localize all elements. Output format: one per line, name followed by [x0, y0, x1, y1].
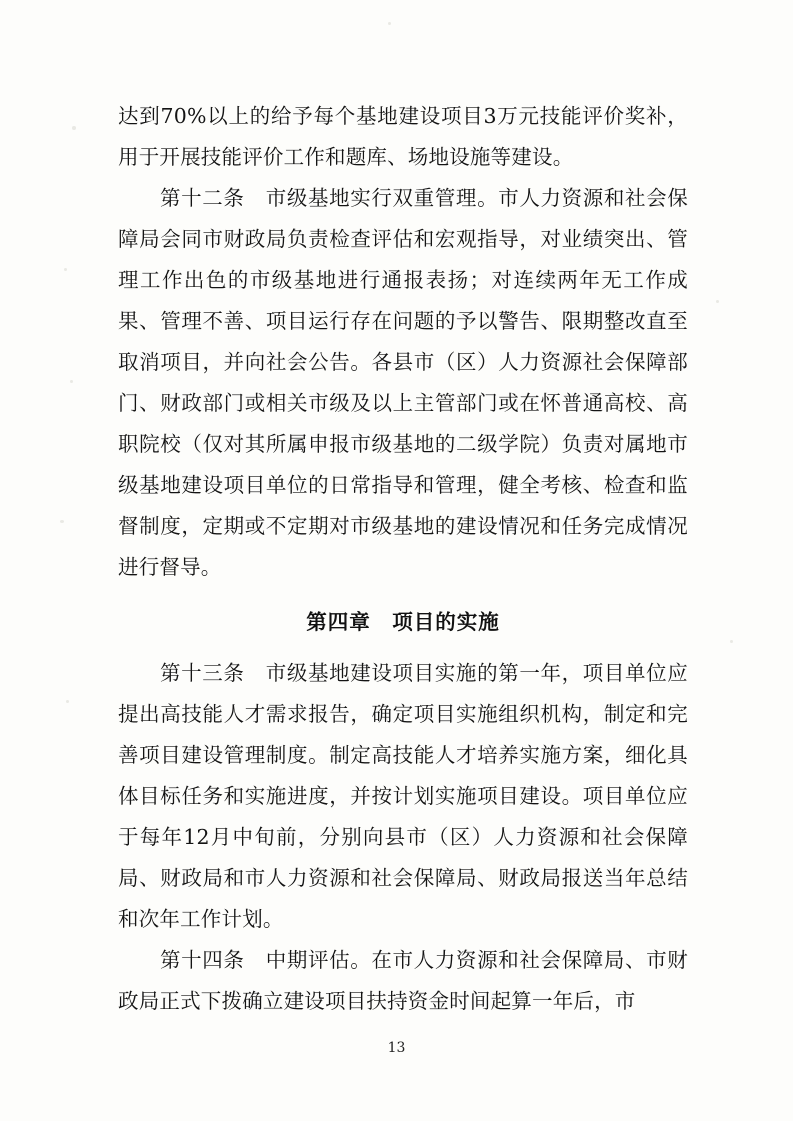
scan-artifact	[64, 268, 67, 271]
paragraph-article-13: 第十三条 市级基地建设项目实施的第一年，项目单位应提出高技能人才需求报告，确定项目实施组织机构，制定和完善项目建设管理制度。制定高技能人才培养实施方案，细化具体目标任务和实施进度，并按计划实施项目建设。项目单位应于每年12月中旬前，分别向县市（区）人力资源和社会保障局、财政局和市人力资源和社会保障局、财政局报送当年总结和次年工作计划。	[118, 661, 688, 931]
document-body	[118, 96, 688, 1022]
paragraph-article-12: 第十二条 市级基地实行双重管理。市人力资源和社会保障局会同市财政局负责检查评估和宏观指导，对业绩突出、管理工作出色的市级基地进行通报表扬；对连续两年无工作成果、管理不善、项目运行存在问题的予以警告、限期整改直至取消项目，并向社会公告。各县市（区）人力资源社会保障部门、财政部门或相关市级及以上主管部门或在怀普通高校、高职院校（仅对其所属申报市级基地的二级学院）负责对属地市级基地建设项目单位的日常指导和管理，健全考核、检查和监督制度，定期或不定期对市级基地的建设情况和任务完成情况进行督导。	[118, 186, 688, 579]
scan-artifact	[388, 22, 391, 25]
scan-artifact	[730, 640, 733, 643]
page-number: 13	[387, 1040, 406, 1056]
paragraph-article-14: 第十四条 中期评估。在市人力资源和社会保障局、市财政局正式下拨确立建设项目扶持资金时间起算一年后，市	[118, 948, 688, 1013]
scan-artifact	[60, 520, 64, 523]
scan-artifact	[72, 126, 76, 130]
scan-artifact	[70, 380, 73, 383]
scan-artifact	[716, 300, 719, 303]
chapter-heading-4: 第四章 项目的实施	[306, 610, 500, 634]
scan-artifact	[66, 700, 69, 703]
paragraph-1: 达到70%以上的给予每个基地建设项目3万元技能评价奖补，用于开展技能评价工作和题库、场地设施等建设。	[118, 104, 688, 169]
